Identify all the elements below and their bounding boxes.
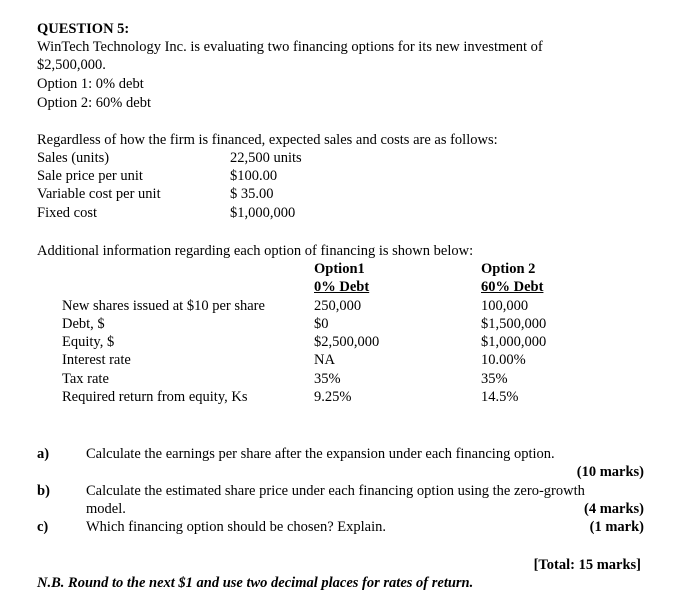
option-2-header: Option 2: [481, 261, 536, 277]
financing-row-opt1: NA: [314, 352, 335, 368]
financing-row-label: Required return from equity, Ks: [62, 389, 248, 405]
costs-value: $100.00: [230, 168, 278, 184]
option-2-subheader: 60% Debt: [481, 279, 544, 295]
part-a-letter: a): [37, 446, 50, 462]
financing-row-label: Debt, $: [62, 316, 105, 332]
rounding-note: N.B. Round to the next $1 and use two decimal places for rates of return.: [37, 575, 474, 591]
part-a-marks: (10 marks): [576, 464, 644, 480]
costs-label: Sale price per unit: [37, 168, 143, 184]
option-1-subheader: 0% Debt: [314, 279, 370, 295]
costs-label: Sales (units): [37, 150, 110, 166]
option-2-line: Option 2: 60% debt: [37, 95, 151, 111]
option-1-header: Option1: [314, 261, 365, 277]
question-heading: QUESTION 5:: [37, 21, 130, 37]
part-b-text-line2: model.: [86, 501, 126, 517]
part-b-letter: b): [37, 483, 50, 499]
costs-label: Variable cost per unit: [37, 186, 161, 202]
financing-row-opt2: $1,500,000: [481, 316, 547, 332]
financing-intro: Additional information regarding each option of financing is shown below:: [37, 243, 474, 259]
part-a-text: Calculate the earnings per share after the expansion under each financing option.: [86, 446, 555, 462]
financing-row-opt1: 9.25%: [314, 389, 352, 405]
financing-row-opt2: $1,000,000: [481, 334, 547, 350]
costs-value: $ 35.00: [230, 186, 274, 202]
costs-value: 22,500 units: [230, 150, 302, 166]
financing-row-opt2: 10.00%: [481, 352, 526, 368]
part-b-marks: (4 marks): [583, 501, 644, 517]
financing-row-opt2: 14.5%: [481, 389, 519, 405]
option-1-line: Option 1: 0% debt: [37, 76, 144, 92]
financing-row-opt2: 35%: [481, 371, 508, 387]
financing-row-label: Interest rate: [62, 352, 131, 368]
financing-row-opt1: 250,000: [314, 298, 362, 314]
costs-label: Fixed cost: [37, 205, 98, 221]
financing-row-label: Equity, $: [62, 334, 115, 350]
part-c-letter: c): [37, 519, 49, 535]
part-b-text: Calculate the estimated share price under each financing option using the zero-growth: [86, 483, 585, 499]
costs-value: $1,000,000: [230, 205, 296, 221]
financing-row-opt1: $2,500,000: [314, 334, 380, 350]
costs-intro: Regardless of how the firm is financed, expected sales and costs are as follows:: [37, 132, 498, 148]
intro-line-2: $2,500,000.: [37, 57, 106, 73]
part-c-text: Which financing option should be chosen? Explain.: [86, 519, 386, 535]
intro-line-1: WinTech Technology Inc. is evaluating two financing options for its new investment of: [37, 39, 543, 55]
total-marks: [Total: 15 marks]: [533, 557, 641, 573]
financing-row-opt1: $0: [314, 316, 329, 332]
financing-row-label: Tax rate: [62, 371, 109, 387]
financing-row-opt1: 35%: [314, 371, 341, 387]
part-c-marks: (1 mark): [589, 519, 644, 535]
financing-row-label: New shares issued at $10 per share: [62, 298, 265, 314]
financing-row-opt2: 100,000: [481, 298, 529, 314]
